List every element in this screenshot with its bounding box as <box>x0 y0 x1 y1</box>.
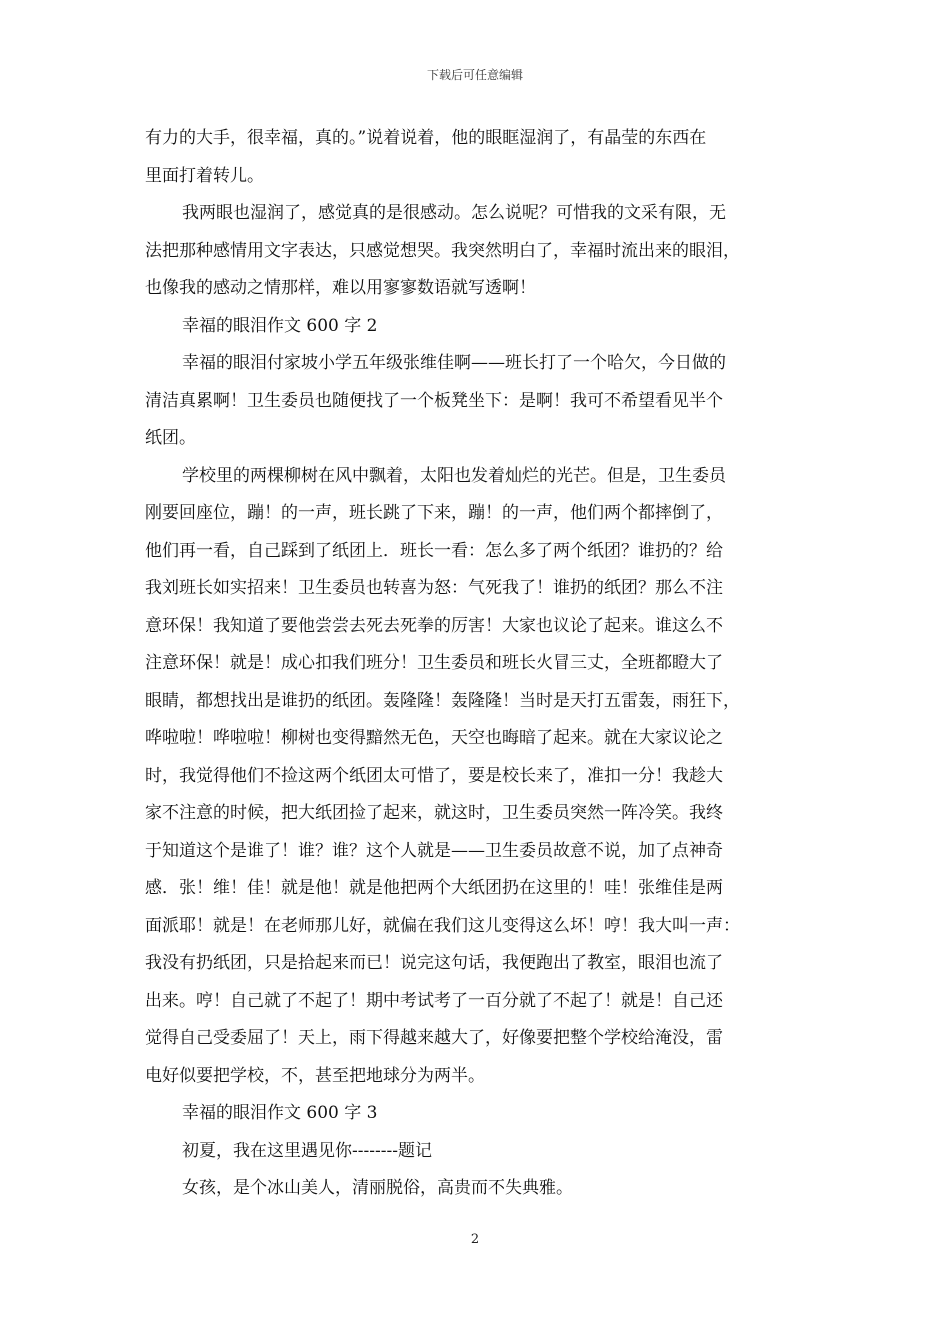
text-line: 初夏，我在这里遇见你--------题记 <box>182 1140 432 1161</box>
text-line: 于知道这个是谁了！谁？谁？这个人就是——卫生委员故意不说，加了点神奇 <box>145 840 723 861</box>
text-line: 幸福的眼泪付家坡小学五年级张维佳啊——班长打了一个哈欠，今日做的 <box>182 353 726 373</box>
text-line: 眼睛，都想找出是谁扔的纸团。轰隆隆！轰隆隆！当时是天打五雷轰，雨狂下， <box>145 690 740 711</box>
section-heading: 幸福的眼泪作文 600 字 3 <box>182 1103 378 1123</box>
page-header: 下载后可任意编辑 <box>426 68 523 82</box>
text-line: 也像我的感动之情那样，难以用寥寥数语就写透啊！ <box>145 278 536 298</box>
document-body <box>145 120 805 1208</box>
text-line: 清洁真累啊！卫生委员也随便找了一个板凳坐下：是啊！我可不希望看见半个 <box>145 390 723 411</box>
text-line: 哗啦啦！哗啦啦！柳树也变得黯然无色，天空也晦暗了起来。就在大家议论之 <box>145 728 723 748</box>
page-number: 2 <box>470 1232 480 1247</box>
text-line: 觉得自己受委屈了！天上，雨下得越来越大了，好像要把整个学校给淹没，雷 <box>145 1028 723 1048</box>
text-line: 我两眼也湿润了，感觉真的是很感动。怎么说呢？可惜我的文采有限，无 <box>182 203 726 223</box>
text-line: 面派耶！就是！在老师那儿好，就偏在我们这儿变得这么坏！哼！我大叫一声： <box>145 915 740 936</box>
text-line: 法把那种感情用文字表达，只感觉想哭。我突然明白了，幸福时流出来的眼泪， <box>145 240 740 261</box>
text-line: 我刘班长如实招来！卫生委员也转喜为怒：气死我了！谁扔的纸团？那么不注 <box>145 578 723 598</box>
text-line: 感．张！维！佳！就是他！就是他把两个大纸团扔在这里的！哇！张维佳是两 <box>145 878 723 898</box>
text-line: 时，我觉得他们不捡这两个纸团太可惜了，要是校长来了，准扣一分！我趁大 <box>145 765 723 786</box>
text-line: 我没有扔纸团，只是拾起来而已！说完这句话，我便跑出了教室，眼泪也流了 <box>145 953 723 973</box>
text-line: 意环保！我知道了要他尝尝去死去死拳的厉害！大家也议论了起来。谁这么不 <box>145 615 723 636</box>
text-line: 注意环保！就是！成心扣我们班分！卫生委员和班长火冒三丈，全班都瞪大了 <box>145 653 723 673</box>
text-line: 刚要回座位，蹦！的一声，班长跳了下来，蹦！的一声，他们两个都摔倒了， <box>145 503 723 523</box>
text-line: 电好似要把学校，不，甚至把地球分为两半。 <box>145 1065 485 1086</box>
text-line: 纸团。 <box>145 428 196 448</box>
text-line: 里面打着转儿。 <box>145 165 264 186</box>
text-line: 有力的大手，很幸福，真的。”说着说着，他的眼眶湿润了，有晶莹的东西在 <box>145 128 707 148</box>
text-line: 女孩，是个冰山美人，清丽脱俗，高贵而不失典雅。 <box>182 1178 573 1198</box>
section-heading: 幸福的眼泪作文 600 字 2 <box>182 315 378 336</box>
text-line: 家不注意的时候，把大纸团捡了起来，就这时，卫生委员突然一阵冷笑。我终 <box>145 803 723 823</box>
text-line: 出来。哼！自己就了不起了！期中考试考了一百分就了不起了！就是！自己还 <box>145 990 723 1011</box>
text-line: 他们再一看，自己踩到了纸团上．班长一看：怎么多了两个纸团？谁扔的？给 <box>145 540 723 561</box>
text-line: 学校里的两棵柳树在风中飘着，太阳也发着灿烂的光芒。但是，卫生委员 <box>182 465 726 486</box>
